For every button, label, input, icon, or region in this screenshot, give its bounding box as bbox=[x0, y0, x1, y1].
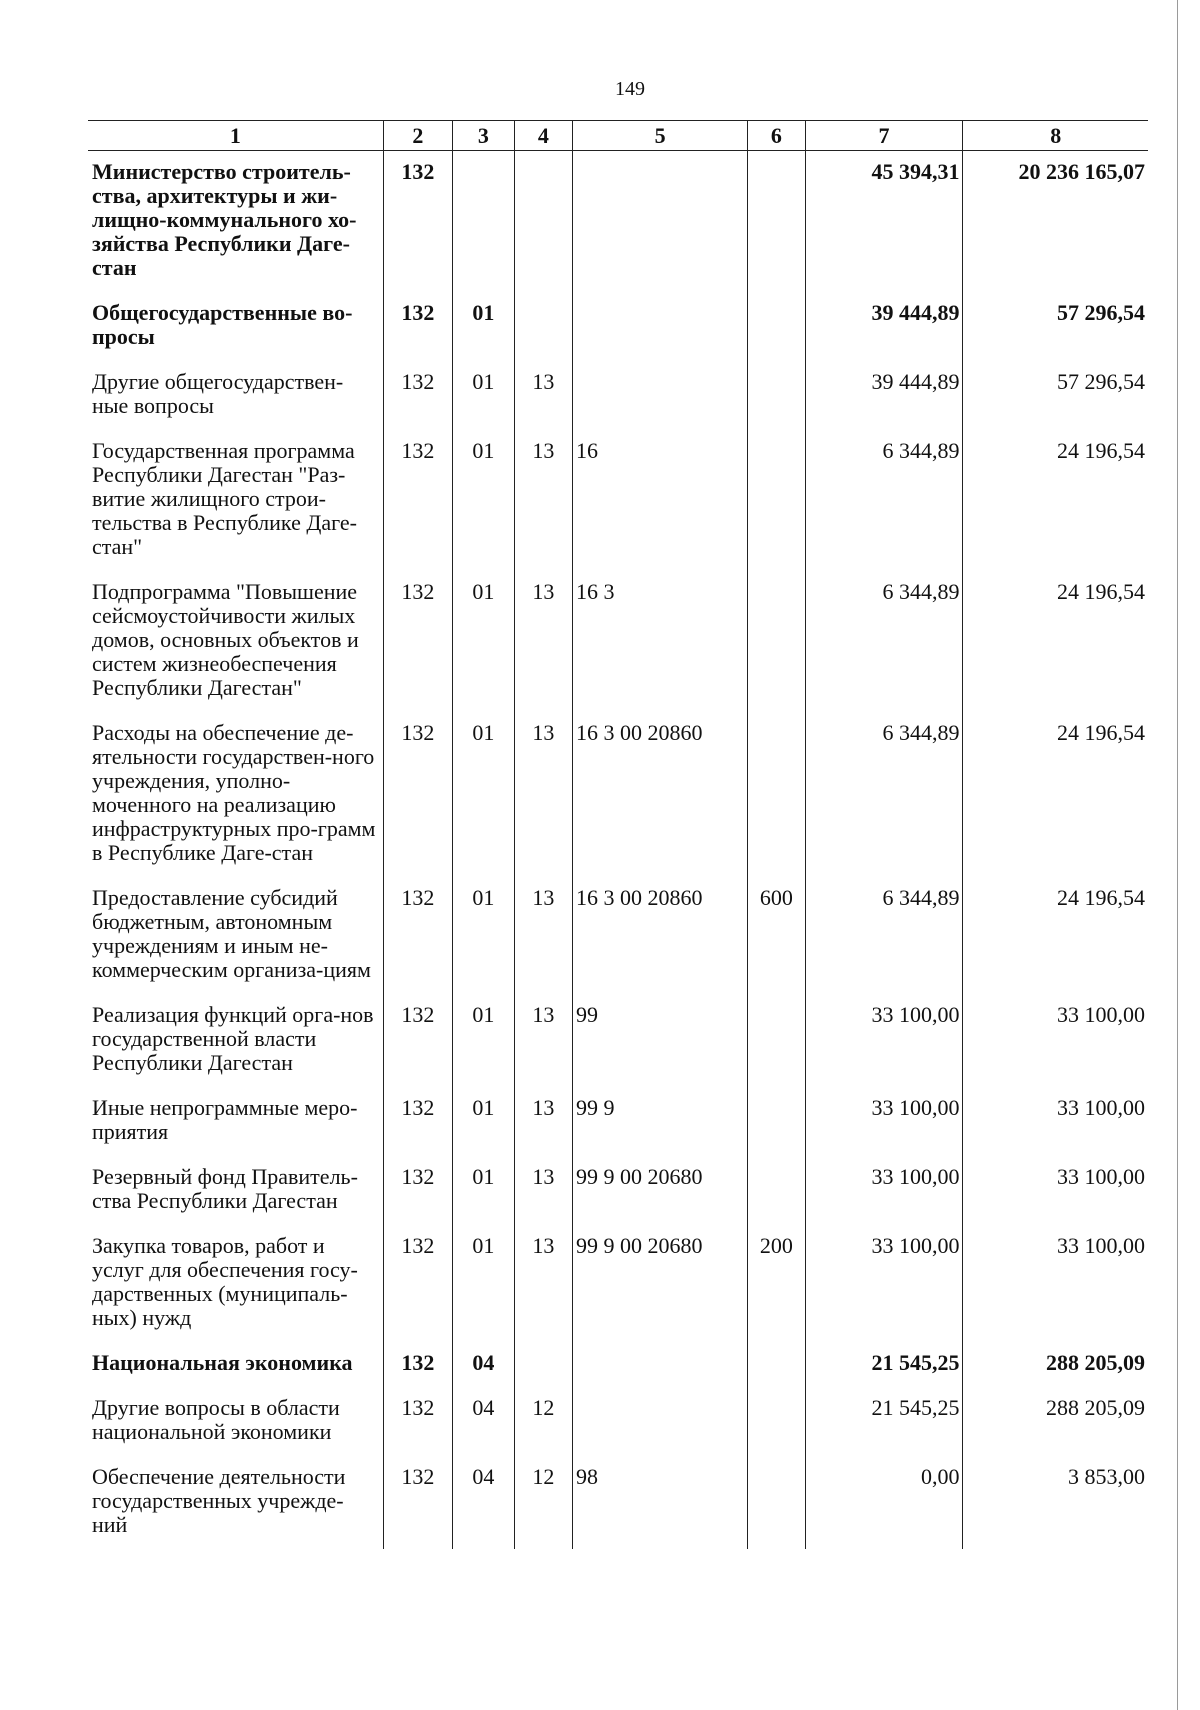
code-subsection: 13 bbox=[514, 1225, 572, 1342]
column-header: 4 bbox=[514, 121, 572, 151]
amount-col8: 24 196,54 bbox=[963, 571, 1148, 712]
scan-edge-line bbox=[1177, 0, 1178, 1710]
code-subsection: 12 bbox=[514, 1456, 572, 1549]
code-target-article: 99 9 bbox=[573, 1087, 748, 1156]
item-name: Иные непрограммные меро-приятия bbox=[92, 1095, 358, 1144]
table-row bbox=[88, 1342, 1148, 1387]
code-subsection: 13 bbox=[514, 712, 572, 877]
table-row bbox=[88, 1456, 1148, 1549]
code-ministry: 132 bbox=[383, 877, 452, 994]
amount-col8: 33 100,00 bbox=[963, 1156, 1148, 1225]
code-target-article bbox=[573, 151, 748, 293]
code-target-article bbox=[573, 1342, 748, 1387]
code-expense-type: 200 bbox=[748, 1225, 805, 1342]
code-section: 01 bbox=[453, 571, 515, 712]
amount-col7: 21 545,25 bbox=[805, 1387, 963, 1456]
item-name: Обеспечение деятельности государственных учрежде-ний bbox=[92, 1464, 346, 1537]
item-name: Другие общегосударствен-ные вопросы bbox=[92, 369, 344, 418]
code-section bbox=[453, 151, 515, 293]
amount-col7: 6 344,89 bbox=[805, 712, 963, 877]
page-number: 149 bbox=[615, 78, 645, 100]
code-expense-type bbox=[748, 1156, 805, 1225]
amount-col8: 33 100,00 bbox=[963, 1087, 1148, 1156]
table-row bbox=[88, 712, 1148, 877]
code-section: 01 bbox=[453, 430, 515, 571]
item-name: Другие вопросы в области национальной экономики bbox=[92, 1395, 340, 1444]
code-expense-type bbox=[748, 151, 805, 293]
code-expense-type bbox=[748, 1456, 805, 1549]
amount-col8: 24 196,54 bbox=[963, 430, 1148, 571]
amount-col7: 0,00 bbox=[805, 1456, 963, 1549]
item-name: Реализация функций орга-нов государственной власти Республики Дагестан bbox=[92, 1002, 374, 1075]
code-section: 01 bbox=[453, 994, 515, 1087]
code-section: 01 bbox=[453, 1225, 515, 1342]
amount-col7: 6 344,89 bbox=[805, 877, 963, 994]
code-subsection bbox=[514, 292, 572, 361]
code-section: 01 bbox=[453, 292, 515, 361]
code-subsection: 13 bbox=[514, 571, 572, 712]
code-expense-type bbox=[748, 712, 805, 877]
code-ministry: 132 bbox=[383, 1387, 452, 1456]
code-expense-type bbox=[748, 994, 805, 1087]
code-subsection: 12 bbox=[514, 1387, 572, 1456]
code-ministry: 132 bbox=[383, 1087, 452, 1156]
code-section: 01 bbox=[453, 877, 515, 994]
amount-col7: 33 100,00 bbox=[805, 1225, 963, 1342]
code-expense-type bbox=[748, 1342, 805, 1387]
item-name: Национальная экономика bbox=[92, 1350, 353, 1375]
column-header: 5 bbox=[573, 121, 748, 151]
code-target-article: 99 9 00 20680 bbox=[573, 1156, 748, 1225]
table-row bbox=[88, 994, 1148, 1087]
table-row bbox=[88, 1156, 1148, 1225]
code-ministry: 132 bbox=[383, 1342, 452, 1387]
item-name: Общегосударственные во-просы bbox=[92, 300, 353, 349]
code-expense-type bbox=[748, 430, 805, 571]
code-target-article: 16 3 00 20860 bbox=[573, 877, 748, 994]
code-subsection: 13 bbox=[514, 877, 572, 994]
budget-table bbox=[88, 120, 1148, 1549]
code-section: 04 bbox=[453, 1342, 515, 1387]
amount-col8: 57 296,54 bbox=[963, 292, 1148, 361]
code-target-article: 98 bbox=[573, 1456, 748, 1549]
code-target-article bbox=[573, 1387, 748, 1456]
code-expense-type bbox=[748, 1387, 805, 1456]
amount-col7: 21 545,25 bbox=[805, 1342, 963, 1387]
code-expense-type bbox=[748, 292, 805, 361]
code-ministry: 132 bbox=[383, 1156, 452, 1225]
item-name: Резервный фонд Правитель-ства Республики Дагестан bbox=[92, 1164, 358, 1213]
code-section: 04 bbox=[453, 1387, 515, 1456]
code-target-article: 99 bbox=[573, 994, 748, 1087]
item-name: Закупка товаров, работ и услуг для обеспечения госу-дарственных (муниципаль-ных) нужд bbox=[92, 1233, 358, 1330]
item-name: Подпрограмма "Повышение сейсмоустойчивости жилых домов, основных объектов и систем жизнеобеспечения Республики Дагестан" bbox=[92, 579, 359, 700]
column-header: 8 bbox=[963, 121, 1148, 151]
amount-col7: 45 394,31 bbox=[805, 151, 963, 293]
code-target-article: 16 3 00 20860 bbox=[573, 712, 748, 877]
amount-col8: 24 196,54 bbox=[963, 712, 1148, 877]
item-name: Расходы на обеспечение де-ятельности государствен-ного учреждения, уполно-моченного на реализацию инфраструктурных про-грамм в Республике Даге-стан bbox=[92, 720, 376, 865]
table-row bbox=[88, 1225, 1148, 1342]
amount-col8: 3 853,00 bbox=[963, 1456, 1148, 1549]
table-row bbox=[88, 571, 1148, 712]
code-section: 04 bbox=[453, 1456, 515, 1549]
amount-col8: 57 296,54 bbox=[963, 361, 1148, 430]
code-section: 01 bbox=[453, 1087, 515, 1156]
code-target-article: 16 3 bbox=[573, 571, 748, 712]
code-subsection: 13 bbox=[514, 1156, 572, 1225]
code-subsection: 13 bbox=[514, 430, 572, 571]
amount-col8: 33 100,00 bbox=[963, 994, 1148, 1087]
amount-col8: 33 100,00 bbox=[963, 1225, 1148, 1342]
column-header: 3 bbox=[453, 121, 515, 151]
amount-col7: 33 100,00 bbox=[805, 1087, 963, 1156]
code-ministry: 132 bbox=[383, 1225, 452, 1342]
code-subsection: 13 bbox=[514, 361, 572, 430]
table-row bbox=[88, 1087, 1148, 1156]
amount-col8: 288 205,09 bbox=[963, 1342, 1148, 1387]
code-ministry: 132 bbox=[383, 430, 452, 571]
code-section: 01 bbox=[453, 361, 515, 430]
column-header: 6 bbox=[748, 121, 805, 151]
code-ministry: 132 bbox=[383, 151, 452, 293]
code-subsection: 13 bbox=[514, 994, 572, 1087]
table-body bbox=[88, 151, 1148, 1550]
amount-col7: 6 344,89 bbox=[805, 571, 963, 712]
amount-col7: 39 444,89 bbox=[805, 292, 963, 361]
code-ministry: 132 bbox=[383, 292, 452, 361]
code-section: 01 bbox=[453, 712, 515, 877]
code-subsection bbox=[514, 1342, 572, 1387]
code-target-article: 16 bbox=[573, 430, 748, 571]
code-target-article bbox=[573, 292, 748, 361]
code-ministry: 132 bbox=[383, 361, 452, 430]
code-ministry: 132 bbox=[383, 571, 452, 712]
item-name: Предоставление субсидий бюджетным, автономным учреждениям и иным не-коммерческим организа-циям bbox=[92, 885, 371, 982]
amount-col8: 288 205,09 bbox=[963, 1387, 1148, 1456]
code-expense-type bbox=[748, 1087, 805, 1156]
table-row bbox=[88, 877, 1148, 994]
table-row bbox=[88, 361, 1148, 430]
code-ministry: 132 bbox=[383, 712, 452, 877]
amount-col8: 24 196,54 bbox=[963, 877, 1148, 994]
column-header: 1 bbox=[88, 121, 383, 151]
table-row bbox=[88, 292, 1148, 361]
amount-col7: 6 344,89 bbox=[805, 430, 963, 571]
code-section: 01 bbox=[453, 1156, 515, 1225]
table-row bbox=[88, 430, 1148, 571]
table-row bbox=[88, 151, 1148, 293]
code-subsection: 13 bbox=[514, 1087, 572, 1156]
code-ministry: 132 bbox=[383, 1456, 452, 1549]
amount-col7: 33 100,00 bbox=[805, 1156, 963, 1225]
code-expense-type: 600 bbox=[748, 877, 805, 994]
code-ministry: 132 bbox=[383, 994, 452, 1087]
item-name: Государственная программа Республики Дагестан "Раз-витие жилищного строи-тельства в Республике Даге-стан" bbox=[92, 438, 357, 559]
column-header: 7 bbox=[805, 121, 963, 151]
column-header: 2 bbox=[383, 121, 452, 151]
amount-col7: 33 100,00 bbox=[805, 994, 963, 1087]
code-target-article bbox=[573, 361, 748, 430]
amount-col8: 20 236 165,07 bbox=[963, 151, 1148, 293]
code-expense-type bbox=[748, 361, 805, 430]
code-expense-type bbox=[748, 571, 805, 712]
code-subsection bbox=[514, 151, 572, 293]
item-name: Министерство строитель-ства, архитектуры и жи-лищно-коммунального хо-зяйства Республики Даге-стан bbox=[92, 159, 357, 280]
amount-col7: 39 444,89 bbox=[805, 361, 963, 430]
header-row bbox=[88, 121, 1148, 151]
code-target-article: 99 9 00 20680 bbox=[573, 1225, 748, 1342]
table-row bbox=[88, 1387, 1148, 1456]
